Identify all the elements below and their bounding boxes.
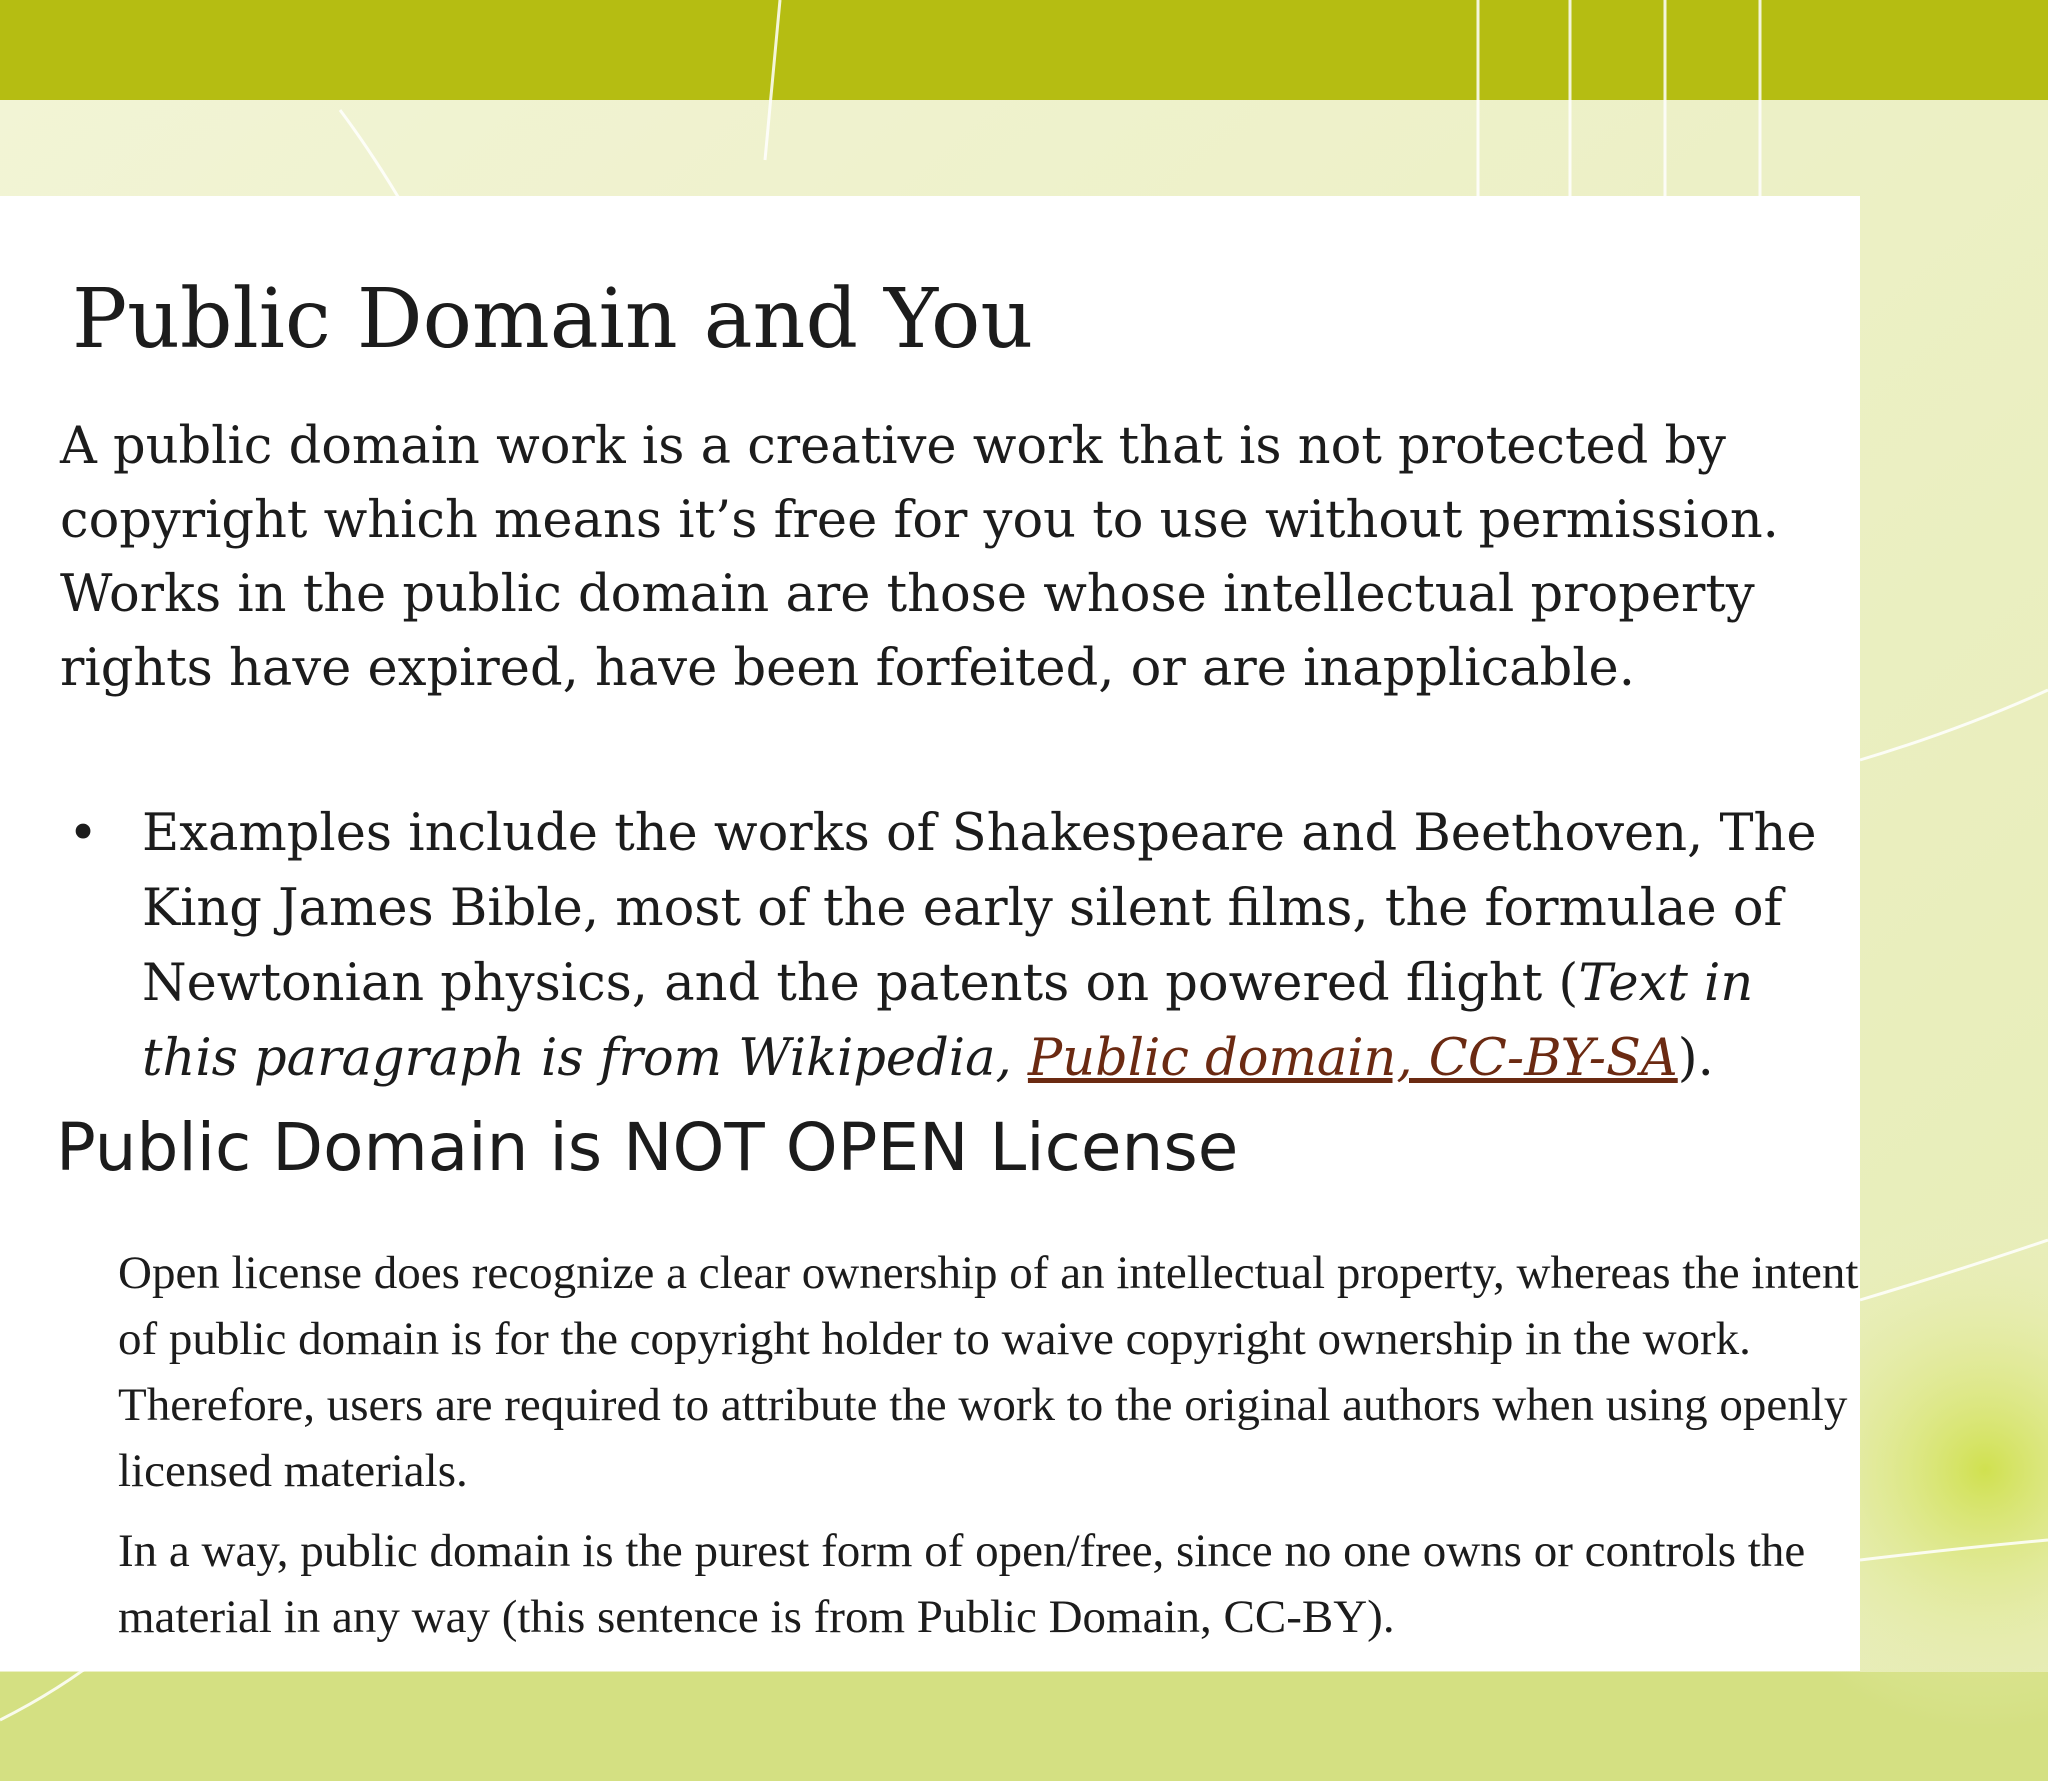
bullet-dot-icon: • [68, 804, 99, 863]
citation-text: Text in this paragraph is from Wikipedia, [142, 954, 1754, 1088]
citation-closing: ). [1677, 1029, 1714, 1088]
bottom-band [0, 1672, 2048, 1781]
public-domain-definition: A public domain work is a creative work that is not protected by copyright which means it’s free for you to use without permission. Works in the public domain are those whose intellectual property rights have expired, have been forfeited, or are inapplicable. [60, 417, 1779, 698]
examples-text: Examples include the works of Shakespeare and Beethoven, The King James Bible, most of the early silent films, the formulae of Newtonian physics, and the patents on powered flight ( [142, 804, 1817, 1013]
examples-bullet-item [60, 796, 1850, 1096]
purest-form-paragraph: In a way, public domain is the purest form of open/free, since no one owns or controls the material in any way (this sentence is from Public Domain, CC-BY). [118, 1525, 1806, 1643]
open-license-paragraph: Open license does recognize a clear ownership of an intellectual property, whereas the intent of public domain is for the copyright holder to waive copyright ownership in the work. Therefore, users are required to attribute the work to the original authors when using openly licensed materials. [118, 1247, 1859, 1497]
section-title-not-open-license: Public Domain is NOT OPEN License [56, 1109, 1239, 1186]
examples-list [60, 796, 1850, 1096]
top-band [0, 0, 2048, 100]
wikipedia-citation-link[interactable]: Public domain, CC-BY-SA [1027, 1029, 1678, 1088]
slide-title: Public Domain and You [72, 272, 1034, 367]
